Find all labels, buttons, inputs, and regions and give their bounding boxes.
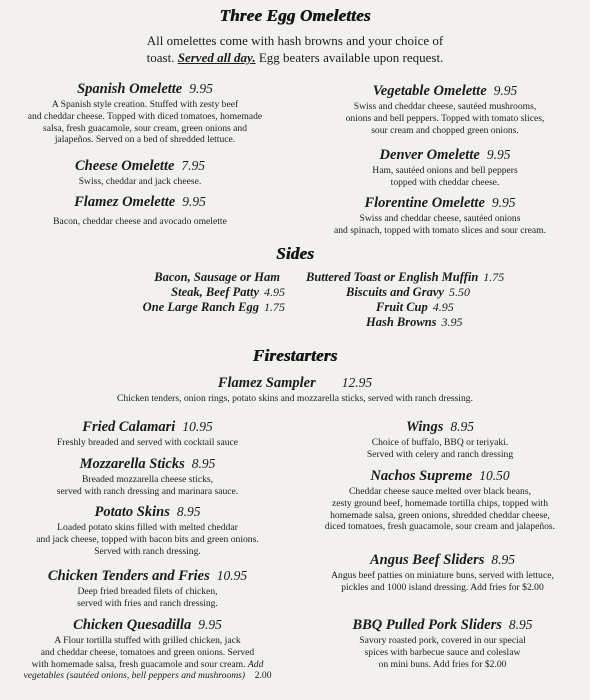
desc-line: Ham, sautéed onions and bell peppers: [372, 165, 518, 176]
item-description: [290, 213, 590, 237]
sides-left-column: [20, 270, 285, 315]
item-price: 8.95: [450, 419, 474, 434]
sides-section-title: Sides: [276, 244, 314, 263]
desc-line: spices with barbecue sauce and coleslaw: [364, 646, 521, 658]
menu-item-mozzarella-sticks: [15, 455, 280, 498]
desc-line: Choice of buffalo, BBQ or teriyaki.: [371, 437, 509, 448]
item-description: [300, 570, 585, 594]
menu-item-flamez-omelette: [15, 193, 265, 228]
side-price: 5.50: [448, 285, 470, 299]
add-vegetables: vegetables (sautéed onions, bell peppers and mushrooms): [23, 670, 246, 682]
item-description: [15, 176, 265, 188]
desc-line: jalapeños. Served on a bed of shredded lettuce.: [54, 134, 236, 146]
item-price: 9.95: [198, 617, 222, 632]
desc-line: Served with ranch dressing.: [94, 545, 201, 557]
menu-item-chicken-tenders: [5, 567, 290, 610]
item-description: [5, 586, 290, 610]
side-name: Biscuits and Gravy: [346, 285, 444, 299]
add-label: Add: [247, 658, 264, 670]
item-name: Wings: [406, 419, 444, 435]
item-description: [20, 393, 570, 405]
menu-item-chicken-quesadilla: [0, 616, 295, 682]
desc-line: Chicken tenders, onion rings, potato skins and mozzarella sticks, served with ranch dressing.: [117, 393, 473, 404]
item-description: [15, 216, 265, 228]
item-price: 8.95: [176, 504, 201, 519]
desc-line: and cheddar cheese. Topped with diced tomatoes, homemade: [27, 110, 263, 122]
item-name: Cheese Omelette: [74, 158, 175, 174]
item-description: [15, 474, 280, 498]
desc-line: and spinach, topped with tomato slices and sour cream.: [333, 224, 547, 236]
side-item: [300, 285, 590, 300]
item-description: [5, 522, 290, 557]
item-description: [300, 635, 585, 670]
menu-item-cheese-omelette: [15, 157, 265, 188]
desc-line: zesty ground beef, homemade tortilla chips, topped with: [331, 497, 549, 509]
desc-line: pickles and 1000 island dressing. Add fries for $2.00: [341, 581, 544, 593]
menu-item-bbq-pulled-pork-sliders: [300, 616, 585, 670]
menu-item-nachos-supreme: [295, 467, 585, 533]
desc-line: topped with cheddar cheese.: [390, 176, 500, 188]
menu-item-angus-beef-sliders: [300, 551, 585, 594]
item-name: Flamez Omelette: [74, 194, 176, 210]
item-price: 8.95: [491, 552, 516, 567]
side-item: [300, 270, 590, 285]
desc-line: Savory roasted pork, covered in our special: [359, 635, 526, 646]
desc-line: Angus beef patties on miniature buns, served with lettuce,: [331, 570, 554, 581]
desc-line: A Flour tortilla stuffed with grilled chicken, jack: [54, 635, 241, 646]
desc-line: sour cream and chopped green onions.: [371, 124, 519, 136]
desc-line: and jack cheese, topped with bacon bits and green onions.: [36, 533, 259, 545]
item-price: 10.95: [182, 419, 213, 434]
side-item: [20, 300, 285, 315]
side-item: [20, 285, 285, 300]
item-name: Nachos Supreme: [370, 468, 473, 484]
item-description: [300, 101, 590, 136]
item-price: 8.95: [508, 617, 533, 632]
item-price: 10.95: [216, 568, 248, 583]
side-name: Steak, Beef Patty: [171, 285, 259, 299]
intro-line-1: All omelettes come with hash browns and your choice of: [146, 33, 444, 48]
desc-line: on mini buns. Add fries for $2.00: [378, 658, 507, 670]
item-description: [0, 99, 290, 146]
intro-line-2: [60, 49, 530, 66]
omelettes-intro: [60, 32, 530, 66]
side-name: Buttered Toast or English Muffin: [306, 270, 479, 284]
item-name: Chicken Quesadilla: [73, 617, 192, 633]
desc-line: Swiss, cheddar and jack cheese.: [78, 176, 202, 187]
menu-item-flamez-sampler: [20, 374, 570, 405]
item-description: [0, 635, 295, 682]
desc-line: Bacon, cheddar cheese and avocado omelette: [53, 216, 227, 227]
item-price: 9.95: [189, 81, 213, 96]
item-description: [300, 165, 590, 189]
item-name: Fried Calamari: [82, 419, 176, 435]
desc-line: onions and bell peppers. Topped with tomato slices,: [345, 112, 545, 124]
desc-line: served with ranch dressing and marinara sauce.: [56, 485, 239, 497]
side-item: [300, 315, 590, 330]
served-all-day: Served all day.: [177, 50, 256, 65]
item-price: 10.50: [479, 468, 510, 483]
desc-line: [0, 659, 295, 671]
item-name: Chicken Tenders and Fries: [47, 568, 210, 584]
item-price: 12.95: [341, 375, 373, 390]
item-name: Florentine Omelette: [364, 195, 485, 211]
side-item: [20, 270, 285, 285]
intro-text-a: toast.: [146, 50, 175, 65]
desc-line: Deep fried breaded filets of chicken,: [77, 586, 218, 597]
add-price: 2.00: [254, 670, 272, 682]
sides-right-column: [300, 270, 590, 330]
desc-line: [0, 670, 295, 682]
side-item: [300, 300, 590, 315]
item-description: [295, 486, 585, 533]
item-name: Mozzarella Sticks: [79, 456, 185, 472]
item-name: BBQ Pulled Pork Sliders: [352, 617, 502, 633]
menu-item-fried-calamari: [15, 418, 280, 449]
firestarters-section-title: Firestarters: [252, 346, 338, 365]
side-name: Fruit Cup: [376, 300, 428, 314]
intro-text-b: Egg beaters available upon request.: [258, 50, 444, 65]
item-name: Denver Omelette: [379, 147, 480, 163]
desc-line: homemade salsa, green onions, shredded cheddar cheese,: [330, 509, 550, 521]
desc-line: Breaded mozzarella cheese sticks,: [81, 474, 214, 485]
desc-line: served with fries and ranch dressing.: [77, 597, 218, 609]
menu-item-vegetable-omelette: [300, 82, 590, 136]
menu-item-wings: [310, 418, 570, 461]
desc-line: A Spanish style creation. Stuffed with zesty beef: [51, 99, 239, 110]
desc-line: Swiss and cheddar cheese, sautéed mushrooms,: [353, 101, 537, 112]
menu-item-denver-omelette: [300, 146, 590, 189]
omelettes-section-title: Three Egg Omelettes: [219, 6, 371, 25]
desc-line: Cheddar cheese sauce melted over black beans,: [349, 486, 531, 497]
item-name: Vegetable Omelette: [372, 83, 487, 99]
desc-line: Served with celery and ranch dressing: [366, 448, 514, 460]
desc-line: Swiss and cheddar cheese, sautéed onions: [359, 213, 521, 224]
side-price: 4.95: [432, 300, 454, 314]
desc-line: salsa, fresh guacamole, sour cream, green onions and: [42, 122, 248, 134]
desc-line: diced tomatoes, fresh guacamole, sour cream and jalapeños.: [324, 521, 556, 533]
item-name: Potato Skins: [94, 504, 170, 520]
item-name: Angus Beef Sliders: [369, 552, 485, 568]
side-price: 3.95: [441, 315, 463, 329]
item-price: 7.95: [181, 158, 206, 173]
menu-item-florentine-omelette: [290, 194, 590, 237]
item-description: [310, 437, 570, 461]
item-price: 9.95: [493, 83, 518, 98]
item-name: Spanish Omelette: [77, 81, 183, 97]
side-name: Hash Browns: [366, 315, 437, 329]
desc-text: with homemade salsa, fresh guacamole and sour cream.: [31, 658, 246, 670]
menu-item-spanish-omelette: [0, 80, 290, 146]
side-price: 1.75: [264, 300, 285, 314]
item-price: 9.95: [486, 147, 511, 162]
desc-line: Freshly breaded and served with cocktail sauce: [56, 437, 239, 448]
desc-line: and cheddar cheese, tomatoes and green onions. Served: [40, 646, 255, 658]
desc-line: Loaded potato skins filled with melted cheddar: [57, 522, 238, 533]
side-name: One Large Ranch Egg: [142, 300, 259, 314]
item-name: Flamez Sampler: [217, 375, 316, 391]
side-price: 4.95: [264, 285, 285, 299]
menu-item-potato-skins: [5, 503, 290, 557]
item-price: 8.95: [191, 456, 216, 471]
item-price: 9.95: [182, 194, 206, 209]
item-description: [15, 437, 280, 449]
side-price: 1.75: [483, 270, 505, 284]
side-name: Bacon, Sausage or Ham: [154, 270, 280, 284]
item-price: 9.95: [491, 195, 516, 210]
